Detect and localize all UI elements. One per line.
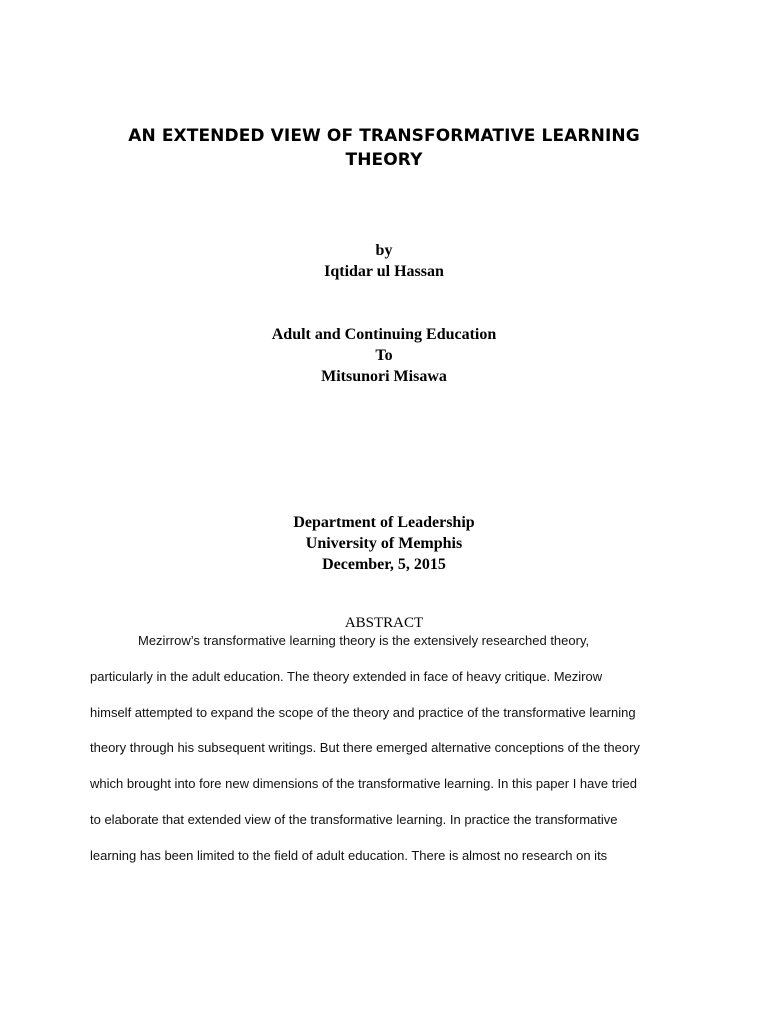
submission-date: December, 5, 2015 (322, 556, 446, 573)
by-label: by (375, 242, 393, 259)
abstract-line: which brought into fore new dimensions of the transformative learning. In this paper I have tried (90, 776, 638, 792)
university-name: University of Memphis (305, 535, 463, 552)
to-label: To (375, 347, 393, 364)
abstract-line: to elaborate that extended view of the transformative learning. In practice the transformative (90, 811, 618, 827)
author-block (0, 240, 768, 282)
abstract-heading: ABSTRACT (344, 615, 424, 631)
abstract-line: Mezirrow’s transformative learning theory is the extensively researched theory, (138, 633, 590, 648)
abstract-body (90, 630, 690, 881)
abstract-line: learning has been limited to the field of adult education. There is almost no research on its (90, 847, 608, 863)
course-name: Adult and Continuing Education (271, 326, 497, 343)
department-name: Department of Leadership (293, 514, 475, 531)
abstract-line: himself attempted to expand the scope of the theory and practice of the transformative learning (90, 704, 636, 720)
abstract-line: theory through his subsequent writings. But there emerged alternative conceptions of the theory (90, 740, 640, 756)
instructor-name: Mitsunori Misawa (321, 368, 447, 385)
paper-title (0, 124, 768, 172)
author-name: Iqtidar ul Hassan (324, 263, 444, 280)
title-line-2: THEORY (345, 150, 423, 170)
course-block (0, 324, 768, 387)
title-line-1: AN EXTENDED VIEW OF TRANSFORMATIVE LEARNING (128, 126, 640, 146)
institution-block (0, 512, 768, 575)
abstract-line: particularly in the adult education. The theory extended in face of heavy critique. Mezirow (90, 668, 603, 684)
